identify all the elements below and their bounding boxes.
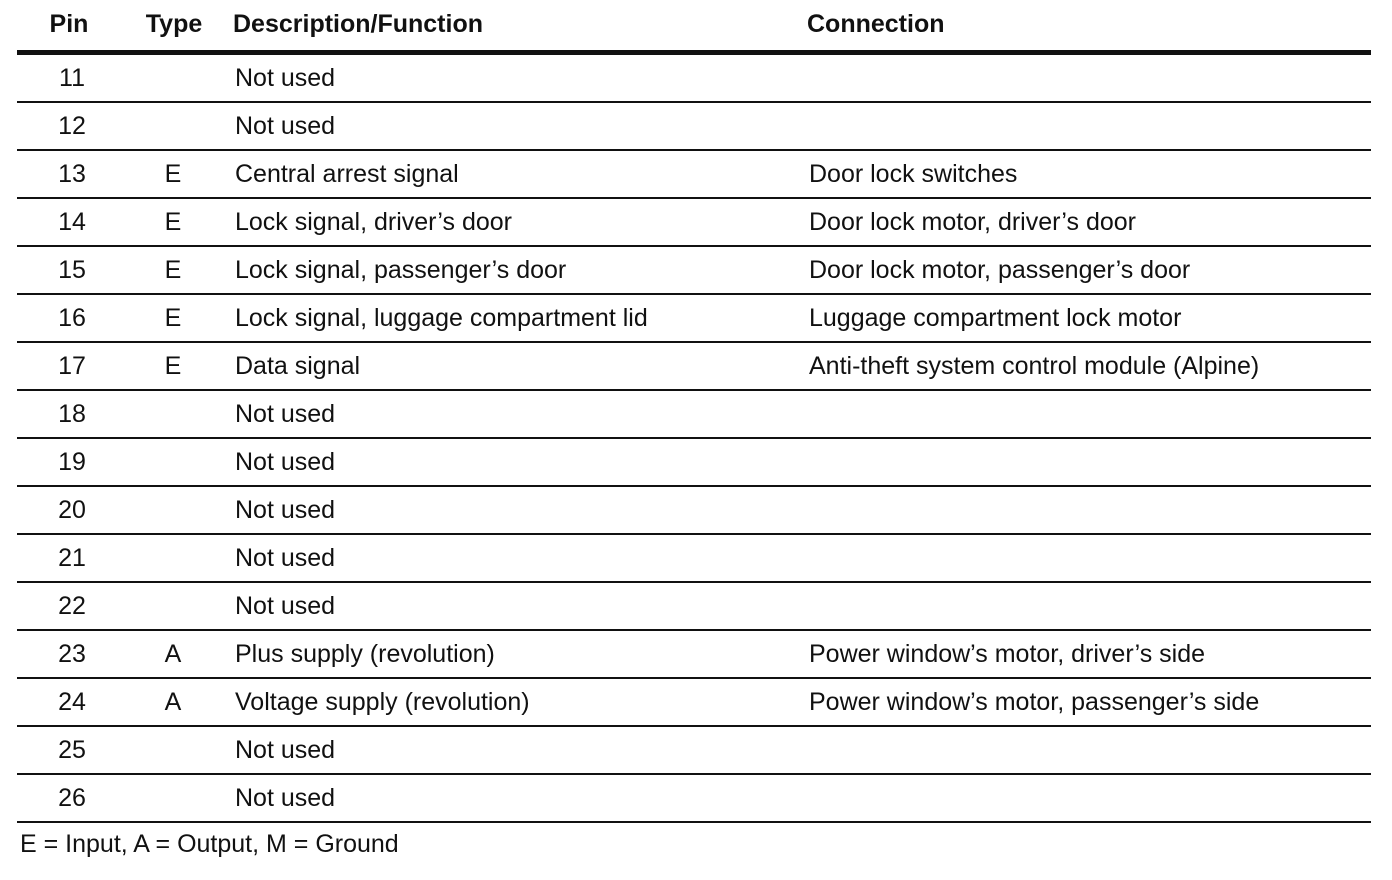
table-body: [17, 55, 1371, 823]
table-row: [17, 103, 1371, 151]
table-row: [17, 247, 1371, 295]
description-cell: Not used: [235, 448, 336, 476]
description-cell: Not used: [235, 496, 336, 524]
type-cell: E: [164, 256, 182, 284]
pin-cell: 18: [58, 400, 86, 428]
type-cell: A: [164, 688, 182, 716]
connection-cell: Luggage compartment lock motor: [809, 304, 1182, 332]
description-cell: Not used: [235, 112, 336, 140]
header-type: Type: [145, 10, 203, 38]
description-cell: Data signal: [235, 352, 361, 380]
pin-cell: 20: [58, 496, 86, 524]
header-connection: Connection: [807, 10, 945, 38]
table-row: [17, 199, 1371, 247]
header-description: Description/Function: [233, 10, 483, 38]
connection-cell: Power window’s motor, passenger’s side: [809, 688, 1260, 716]
pin-cell: 19: [58, 448, 86, 476]
table-row: [17, 679, 1371, 727]
connection-cell: Door lock motor, passenger’s door: [809, 256, 1191, 284]
table-row: [17, 775, 1371, 823]
connection-cell: Door lock motor, driver’s door: [809, 208, 1136, 236]
description-cell: Voltage supply (revolution): [235, 688, 530, 716]
pin-cell: 24: [58, 688, 86, 716]
connection-cell: Anti-theft system control module (Alpine): [809, 352, 1260, 380]
pin-cell: 17: [58, 352, 86, 380]
pin-assignment-table: [17, 0, 1371, 823]
table-row: [17, 535, 1371, 583]
type-cell: E: [164, 160, 182, 188]
description-cell: Not used: [235, 544, 336, 572]
connection-cell: Door lock switches: [809, 160, 1018, 188]
description-cell: Not used: [235, 736, 336, 764]
pin-cell: 12: [58, 112, 86, 140]
table-row: [17, 55, 1371, 103]
pin-cell: 26: [58, 784, 86, 812]
table-row: [17, 439, 1371, 487]
table-row: [17, 295, 1371, 343]
type-cell: A: [164, 640, 182, 668]
table-row: [17, 583, 1371, 631]
description-cell: Lock signal, driver’s door: [235, 208, 512, 236]
description-cell: Central arrest signal: [235, 160, 459, 188]
description-cell: Not used: [235, 64, 336, 92]
description-cell: Lock signal, passenger’s door: [235, 256, 567, 284]
table-row: [17, 151, 1371, 199]
pin-cell: 15: [58, 256, 86, 284]
pin-cell: 13: [58, 160, 86, 188]
description-cell: Not used: [235, 784, 336, 812]
connection-cell: Power window’s motor, driver’s side: [809, 640, 1205, 668]
table-row: [17, 631, 1371, 679]
type-cell: E: [164, 352, 182, 380]
description-cell: Lock signal, luggage compartment lid: [235, 304, 648, 332]
pin-cell: 11: [59, 64, 85, 92]
description-cell: Plus supply (revolution): [235, 640, 495, 668]
description-cell: Not used: [235, 400, 336, 428]
pin-cell: 23: [58, 640, 86, 668]
table-row: [17, 487, 1371, 535]
header-pin: Pin: [49, 10, 89, 38]
table-row: [17, 727, 1371, 775]
pin-cell: 22: [58, 592, 86, 620]
pin-cell: 25: [58, 736, 86, 764]
table-header: [17, 0, 1371, 55]
table-row: [17, 343, 1371, 391]
description-cell: Not used: [235, 592, 336, 620]
pin-cell: 16: [58, 304, 86, 332]
type-cell: E: [164, 304, 182, 332]
pin-cell: 14: [58, 208, 86, 236]
pin-cell: 21: [58, 544, 86, 572]
type-legend: E = Input, A = Output, M = Ground: [20, 830, 399, 858]
table-row: [17, 391, 1371, 439]
type-cell: E: [164, 208, 182, 236]
